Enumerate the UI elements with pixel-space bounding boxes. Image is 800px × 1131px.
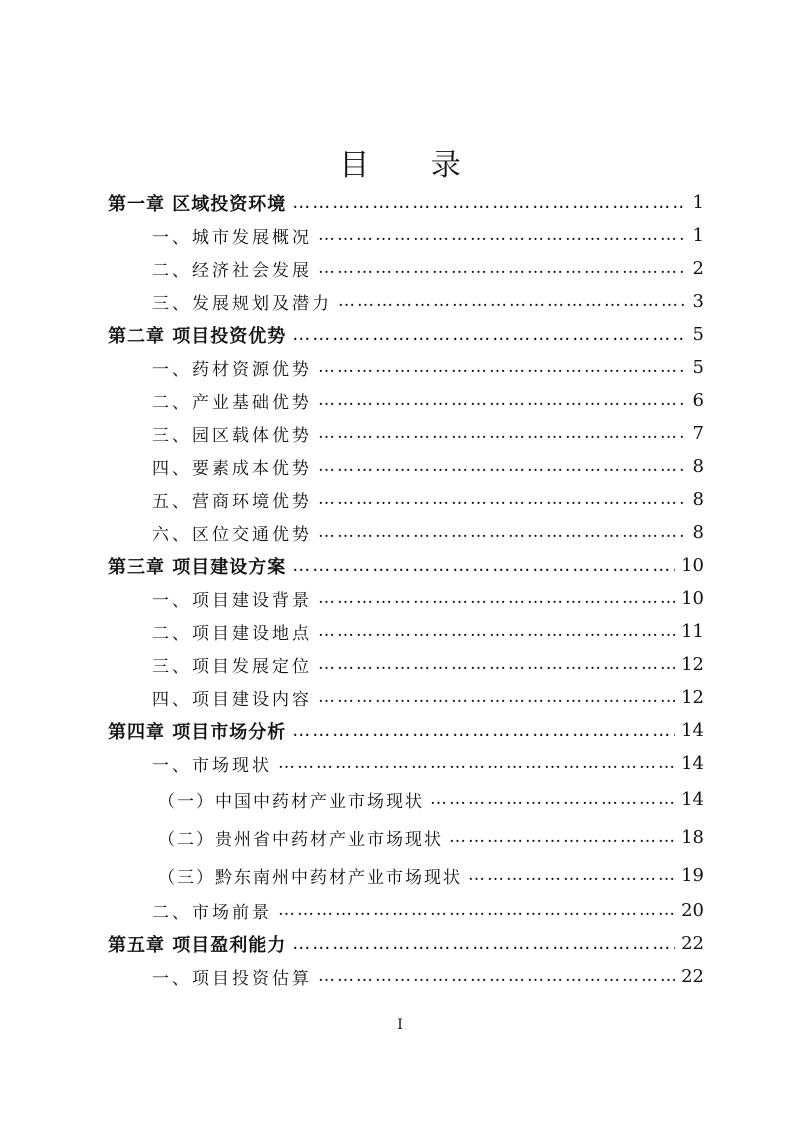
dot-leader bbox=[292, 192, 684, 214]
toc-entry-text: 一、项目建设背景 bbox=[152, 591, 312, 611]
dot-leader bbox=[318, 621, 675, 641]
toc-entry-text: 一、药材资源优势 bbox=[152, 360, 312, 380]
toc-page-number: 11 bbox=[681, 621, 704, 642]
toc-page-number: 10 bbox=[681, 555, 704, 576]
toc-entry-text: 二、经济社会发展 bbox=[152, 261, 312, 281]
toc-entry-text: 三、发展规划及潜力 bbox=[152, 294, 332, 314]
toc-entry-text: 一、市场现状 bbox=[152, 756, 272, 776]
toc-entry-text: 一、项目投资估算 bbox=[152, 969, 312, 989]
toc-page-number: 2 bbox=[692, 258, 704, 279]
toc-page-number: 5 bbox=[692, 324, 704, 345]
toc-entry-text: 三、项目发展定位 bbox=[152, 657, 312, 677]
dot-leader bbox=[318, 966, 675, 986]
toc-section-entry[interactable] bbox=[108, 417, 704, 450]
dot-leader bbox=[318, 687, 675, 707]
toc-page-number: 22 bbox=[681, 933, 704, 954]
toc-entry-text: 第三章 项目建设方案 bbox=[108, 556, 287, 578]
toc-section-entry[interactable] bbox=[108, 681, 704, 714]
dot-leader bbox=[318, 489, 684, 509]
toc-entry-text: 二、产业基础优势 bbox=[152, 393, 312, 413]
toc-page-number: 5 bbox=[692, 357, 704, 378]
toc-title: 目 录 bbox=[339, 148, 487, 183]
toc-subsection-entry[interactable] bbox=[108, 856, 704, 894]
toc-page-number: 8 bbox=[692, 489, 704, 510]
toc-page-number: 14 bbox=[681, 788, 704, 810]
toc-section-entry[interactable] bbox=[108, 960, 704, 993]
toc-page-number: 6 bbox=[692, 390, 704, 411]
table-of-contents bbox=[108, 186, 704, 993]
toc-chapter-entry[interactable] bbox=[108, 549, 704, 582]
toc-chapter-entry[interactable] bbox=[108, 186, 704, 219]
toc-page-number: 3 bbox=[692, 291, 704, 312]
dot-leader bbox=[278, 900, 675, 920]
toc-page-number: 12 bbox=[681, 654, 704, 675]
toc-page-number: 1 bbox=[692, 192, 704, 213]
toc-section-entry[interactable] bbox=[108, 516, 704, 549]
toc-entry-text: 一、城市发展概况 bbox=[152, 228, 312, 248]
toc-section-entry[interactable] bbox=[108, 450, 704, 483]
toc-entry-text: （一）中国中药材产业市场现状 bbox=[158, 791, 424, 812]
toc-section-entry[interactable] bbox=[108, 483, 704, 516]
toc-entry-text: 五、营商环境优势 bbox=[152, 492, 312, 512]
toc-section-entry[interactable] bbox=[108, 894, 704, 927]
toc-page-number: 14 bbox=[681, 753, 704, 774]
toc-entry-text: 四、项目建设内容 bbox=[152, 690, 312, 710]
dot-leader bbox=[468, 865, 675, 885]
toc-chapter-entry[interactable] bbox=[108, 927, 704, 960]
toc-entry-text: 四、要素成本优势 bbox=[152, 459, 312, 479]
toc-page-number: 8 bbox=[692, 522, 704, 543]
toc-section-entry[interactable] bbox=[108, 582, 704, 615]
toc-section-entry[interactable] bbox=[108, 285, 704, 318]
dot-leader bbox=[318, 258, 684, 278]
toc-page-number: 12 bbox=[681, 687, 704, 708]
toc-page-number: 1 bbox=[692, 225, 704, 246]
toc-subsection-entry[interactable] bbox=[108, 780, 704, 818]
toc-section-entry[interactable] bbox=[108, 351, 704, 384]
toc-section-entry[interactable] bbox=[108, 615, 704, 648]
dot-leader bbox=[318, 588, 675, 608]
toc-page-number: 19 bbox=[681, 864, 704, 886]
dot-leader bbox=[338, 291, 684, 311]
dot-leader bbox=[292, 720, 675, 742]
toc-page-number: 22 bbox=[681, 966, 704, 987]
dot-leader bbox=[318, 390, 684, 410]
dot-leader bbox=[292, 324, 684, 346]
dot-leader bbox=[292, 555, 675, 577]
toc-section-entry[interactable] bbox=[108, 747, 704, 780]
toc-page-number: 10 bbox=[681, 588, 704, 609]
dot-leader bbox=[318, 456, 684, 476]
dot-leader bbox=[430, 789, 675, 809]
toc-page-number: 7 bbox=[692, 423, 704, 444]
page-number-footer: I bbox=[397, 1017, 403, 1033]
toc-section-entry[interactable] bbox=[108, 252, 704, 285]
toc-chapter-entry[interactable] bbox=[108, 714, 704, 747]
toc-page-number: 18 bbox=[681, 826, 704, 848]
toc-chapter-entry[interactable] bbox=[108, 318, 704, 351]
toc-entry-text: 第一章 区域投资环境 bbox=[108, 193, 287, 215]
toc-page-number: 8 bbox=[692, 456, 704, 477]
toc-page-number: 14 bbox=[681, 720, 704, 741]
toc-page-number: 20 bbox=[681, 900, 704, 921]
toc-entry-text: 二、市场前景 bbox=[152, 903, 272, 923]
toc-entry-text: 三、园区载体优势 bbox=[152, 426, 312, 446]
dot-leader bbox=[318, 225, 684, 245]
toc-entry-text: 六、区位交通优势 bbox=[152, 525, 312, 545]
toc-entry-text: 第二章 项目投资优势 bbox=[108, 325, 287, 347]
toc-entry-text: 二、项目建设地点 bbox=[152, 624, 312, 644]
toc-entry-text: （三）黔东南州中药材产业市场现状 bbox=[158, 867, 462, 888]
dot-leader bbox=[318, 357, 684, 377]
toc-section-entry[interactable] bbox=[108, 219, 704, 252]
toc-entry-text: 第四章 项目市场分析 bbox=[108, 721, 287, 743]
dot-leader bbox=[278, 753, 675, 773]
dot-leader bbox=[318, 423, 684, 443]
dot-leader bbox=[449, 827, 675, 847]
dot-leader bbox=[318, 654, 675, 674]
dot-leader bbox=[292, 933, 675, 955]
toc-section-entry[interactable] bbox=[108, 648, 704, 681]
toc-subsection-entry[interactable] bbox=[108, 818, 704, 856]
toc-entry-text: （二）贵州省中药材产业市场现状 bbox=[158, 829, 443, 850]
dot-leader bbox=[318, 522, 684, 542]
toc-section-entry[interactable] bbox=[108, 384, 704, 417]
toc-entry-text: 第五章 项目盈利能力 bbox=[108, 934, 287, 956]
